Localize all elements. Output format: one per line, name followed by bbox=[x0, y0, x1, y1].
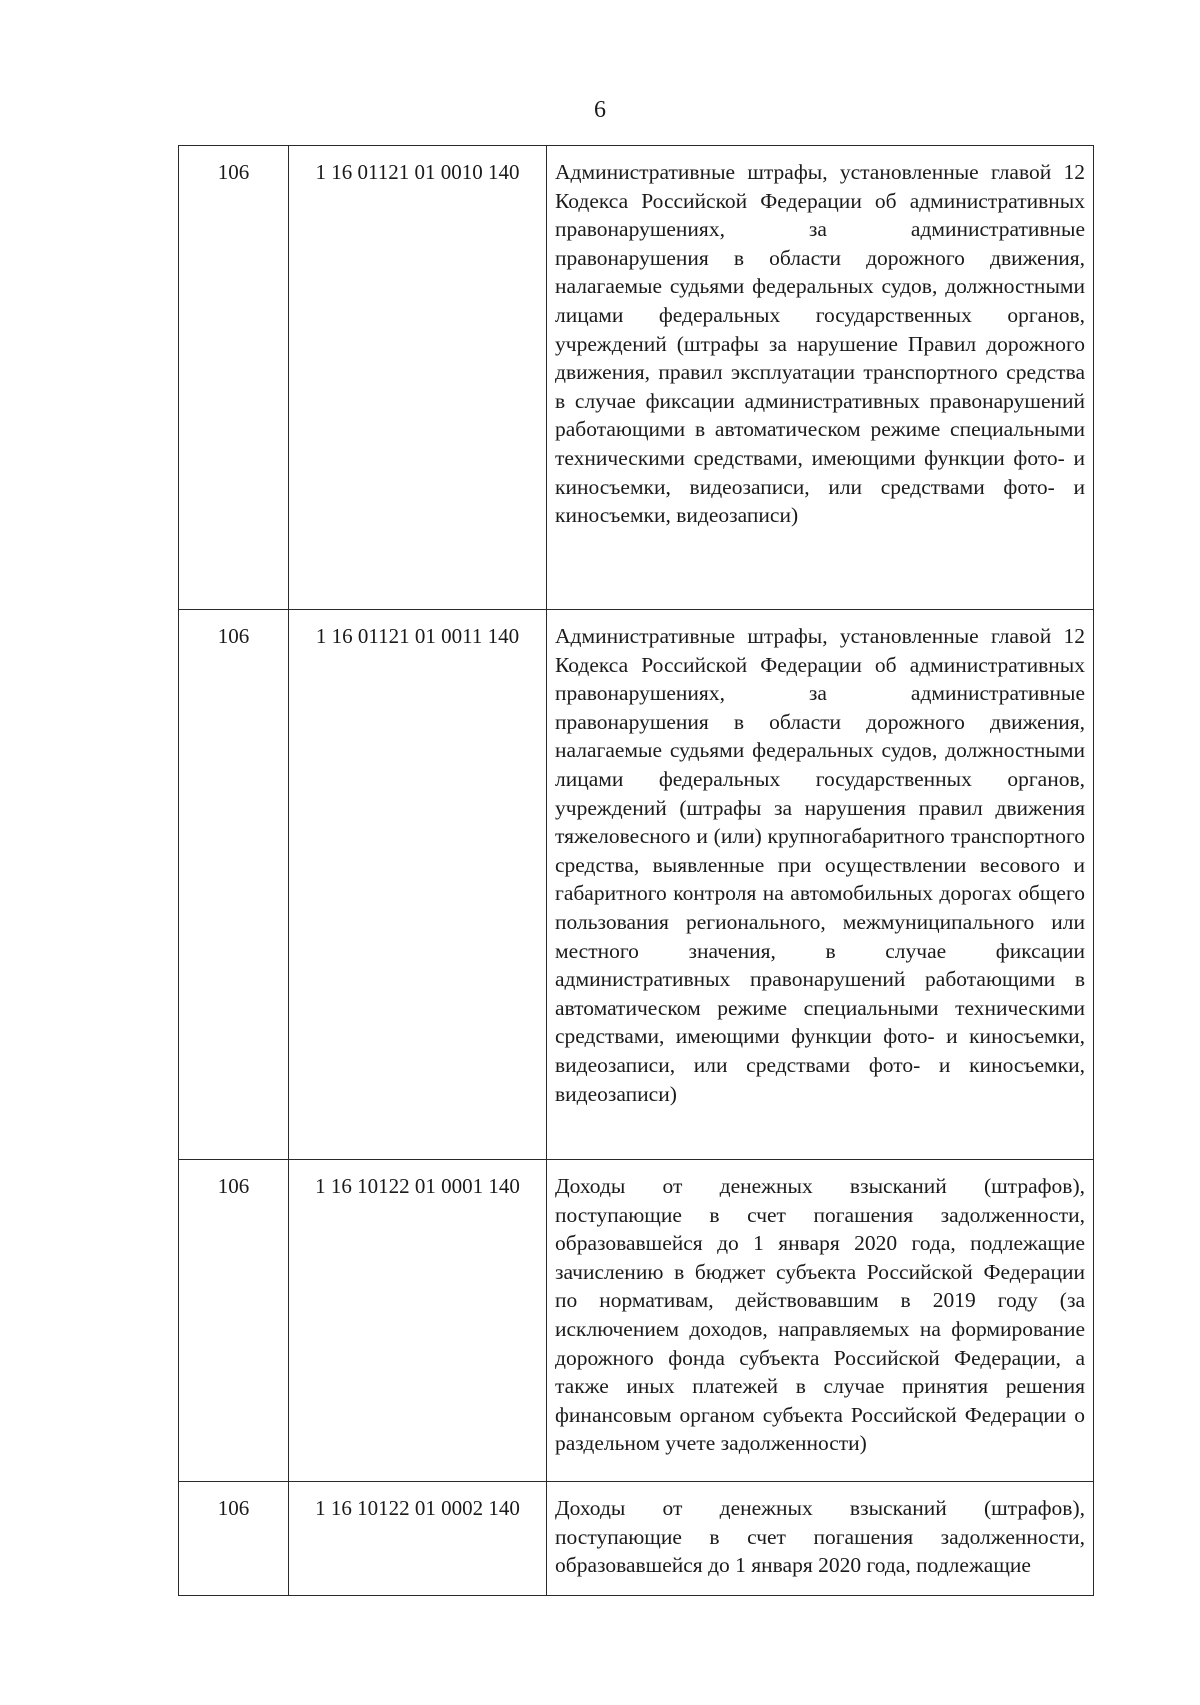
table-row bbox=[179, 1482, 1093, 1595]
description-cell: Доходы от денежных взысканий (штрафов), поступающие в счет погашения задолженности, образовавшейся до 1 января 2020 года, подлежащие зачислению в бюджет субъекта Российской Федерации по нормативам, действовавшим в 2019 году (за исключением доходов, направляемых на формирование дорожного фонда субъекта Российской Федерации, а также иных платежей в случае принятия решения финансовым органом субъекта Российской Федерации о раздельном учете задолженности) bbox=[555, 1174, 1085, 1456]
budget-codes-table bbox=[178, 145, 1094, 1596]
table-row bbox=[179, 610, 1093, 1160]
table-row bbox=[179, 1160, 1093, 1482]
kbk-code-cell: 1 16 10122 01 0001 140 bbox=[289, 1160, 547, 1481]
page-number: 6 bbox=[594, 97, 606, 123]
table-row bbox=[179, 146, 1093, 610]
kbk-code-cell: 1 16 01121 01 0010 140 bbox=[289, 146, 547, 609]
description-cell: Доходы от денежных взысканий (штрафов), поступающие в счет погашения задолженности, образовавшейся до 1 января 2020 года, подлежащие bbox=[555, 1496, 1085, 1578]
description-cell: Административные штрафы, установленные главой 12 Кодекса Российской Федерации об административных правонарушениях, за административные правонарушения в области дорожного движения, налагаемые судьями федеральных судов, должностными лицами федеральных государственных органов, учреждений (штрафы за нарушение Правил дорожного движения, правил эксплуатации транспортного средства в случае фиксации административных правонарушений работающими в автоматическом режиме специальными техническими средствами, имеющими функции фото- и киносъемки, видеозаписи, или средствами фото- и киносъемки, видеозаписи) bbox=[555, 160, 1085, 528]
kbk-code-cell: 1 16 01121 01 0011 140 bbox=[289, 610, 547, 1159]
kbk-code-cell: 1 16 10122 01 0002 140 bbox=[289, 1482, 547, 1595]
description-cell: Административные штрафы, установленные главой 12 Кодекса Российской Федерации об административных правонарушениях, за административные правонарушения в области дорожного движения, налагаемые судьями федеральных судов, должностными лицами федеральных государственных органов, учреждений (штрафы за нарушения правил движения тяжеловесного и (или) крупногабаритного транспортного средства, выявленные при осуществлении весового и габаритного контроля на автомобильных дорогах общего пользования регионального, межмуниципального или местного значения, в случае фиксации административных правонарушений работающими в автоматическом режиме специальными техническими средствами, имеющими функции фото- и киносъемки, видеозаписи, или средствами фото- и киносъемки, видеозаписи) bbox=[555, 624, 1085, 1106]
admin-code-cell: 106 bbox=[179, 1160, 289, 1481]
admin-code-cell: 106 bbox=[179, 146, 289, 609]
admin-code-cell: 106 bbox=[179, 1482, 289, 1595]
admin-code-cell: 106 bbox=[179, 610, 289, 1159]
